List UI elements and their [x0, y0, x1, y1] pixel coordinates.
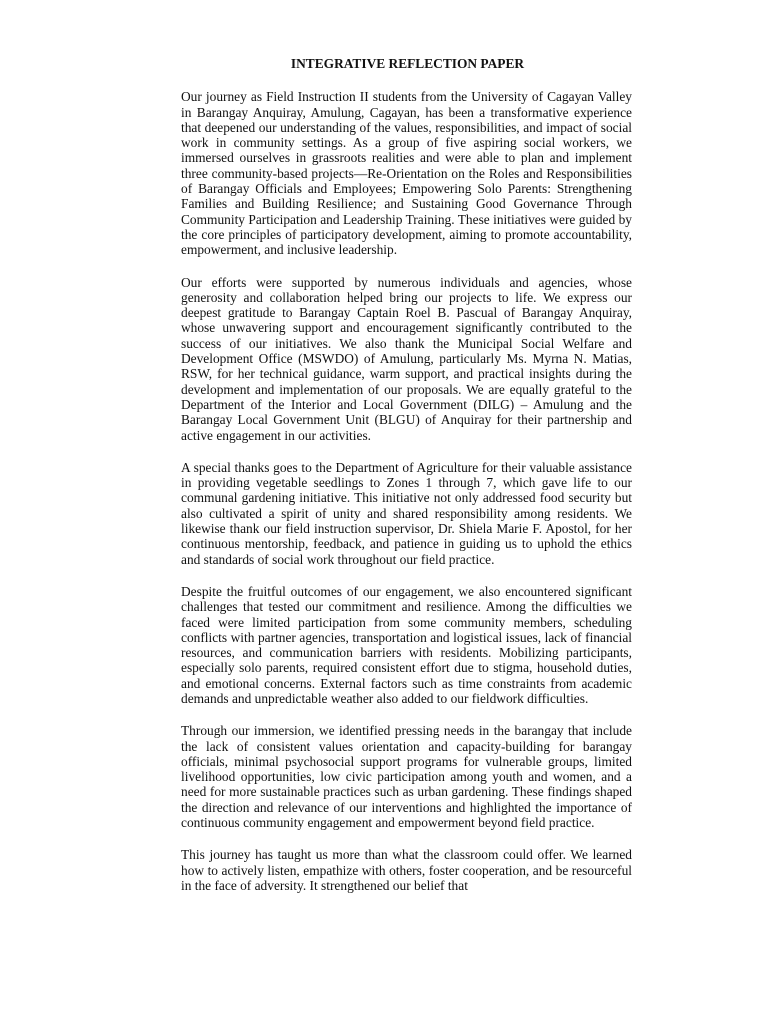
paragraph-lessons-learned: This journey has taught us more than what the classroom could offer. We learned how to actively listen, empathize with others, foster cooperation, and be resourceful in the face of adversity. It strengthened our belief that [181, 847, 632, 893]
paragraph-special-thanks: A special thanks goes to the Department of Agriculture for their valuable assistance in providing vegetable seedlings to Zones 1 through 7, which gave life to our communal gardening initiative. This initiative not only addressed food security but also cultivated a spirit of unity and shared responsibility among residents. We likewise thank our field instruction supervisor, Dr. Shiela Marie F. Apostol, for her continuous mentorship, feedback, and patience in guiding us to uphold the ethics and standards of social work throughout our field practice. [181, 459, 632, 567]
paragraph-challenges: Despite the fruitful outcomes of our engagement, we also encountered significant challenges that tested our commitment and resilience. Among the difficulties we faced were limited participation from some community members, scheduling conflicts with partner agencies, transportation and logistical issues, lack of financial resources, and communication barriers with residents. Mobilizing participants, especially solo parents, required consistent effort due to stigma, household duties, and emotional concerns. External factors such as time constraints from academic demands and unpredictable weather also added to our fieldwork difficulties. [181, 583, 632, 706]
page-title: INTEGRATIVE REFLECTION PAPER [290, 56, 525, 71]
paragraph-identified-needs: Through our immersion, we identified pressing needs in the barangay that include the lack of consistent values orientation and capacity-building for barangay officials, minimal psychosocial support programs for vulnerable groups, limited livelihood opportunities, low civic participation among youth and women, and a need for more sustainable practices such as urban gardening. These findings shaped the direction and relevance of our interventions and highlighted the importance of continuous community engagement and empowerment beyond field practice. [181, 723, 632, 831]
paragraph-introduction: Our journey as Field Instruction II students from the University of Cagayan Valley in Barangay Anquiray, Amulung, Cagayan, has been a transformative experience that deepened our understanding of the values, responsibilities, and impact of social work in community settings. As a group of five aspiring social workers, we immersed ourselves in grassroots realities and were able to plan and implement three community-based projects—Re-Orientation on the Roles and Responsibilities of Barangay Officials and Employees; Empowering Solo Parents: Strengthening Families and Building Resilience; and Sustaining Good Governance Through Community Participation and Leadership Training. These initiatives were guided by the core principles of participatory development, aiming to promote accountability, empowerment, and inclusive leadership. [181, 89, 632, 258]
paragraph-acknowledgements: Our efforts were supported by numerous individuals and agencies, whose generosity and collaboration helped bring our projects to life. We express our deepest gratitude to Barangay Captain Roel B. Pascual of Barangay Anquiray, whose unwavering support and encouragement significantly contributed to the success of our initiatives. We also thank the Municipal Social Welfare and Development Office (MSWDO) of Amulung, particularly Ms. Myrna N. Matias, RSW, for her technical guidance, warm support, and practical insights during the development and implementation of our proposals. We are equally grateful to the Department of the Interior and Local Government (DILG) – Amulung and the Barangay Local Government Unit (BLGU) of Anquiray for their partnership and active engagement in our activities. [181, 274, 632, 443]
document-page [181, 56, 632, 893]
